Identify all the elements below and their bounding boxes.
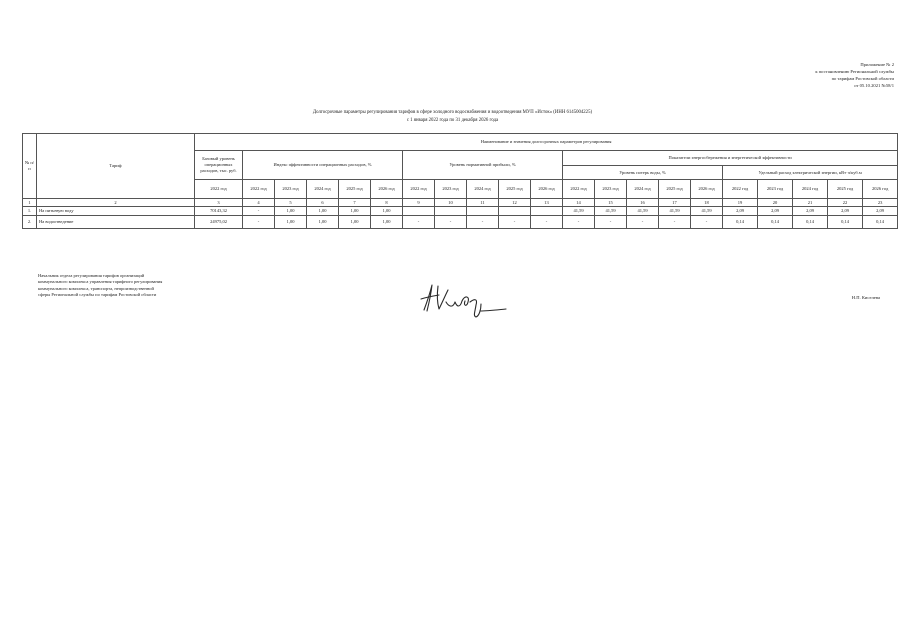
table-cell: - <box>243 207 275 216</box>
year-header: 2022 год <box>403 180 435 199</box>
table-cell: - <box>243 216 275 229</box>
column-number: 15 <box>595 199 627 207</box>
header-group-title: Наименование и значения долгосрочных параметров регулирования <box>195 134 898 151</box>
table-cell <box>403 207 435 216</box>
header-base-level: Базовый уровень операционных расходов, тыс. руб. <box>195 151 243 180</box>
table-row <box>23 207 898 216</box>
table-cell: - <box>659 216 691 229</box>
table-cell: 70143,32 <box>195 207 243 216</box>
signer-line: коммунального комплекса, транспорта, непроизводственной <box>38 285 154 291</box>
year-header: 2022 год <box>195 180 243 199</box>
column-number: 14 <box>563 199 595 207</box>
table-cell: 24975,02 <box>195 216 243 229</box>
header-num: № п/п <box>23 134 37 199</box>
column-number: 21 <box>793 199 828 207</box>
column-number: 11 <box>467 199 499 207</box>
table-cell: 41,59 <box>627 207 659 216</box>
year-header: 2026 год <box>691 180 723 199</box>
table-cell <box>499 207 531 216</box>
column-number: 4 <box>243 199 275 207</box>
year-header: 2023 год <box>275 180 307 199</box>
table-cell: 1,00 <box>339 216 371 229</box>
year-header: 2024 год <box>467 180 499 199</box>
header-profit-level: Уровень нормативной прибыли, % <box>403 151 563 180</box>
header-energy-group: Показатели энергосбережения и энергетической эффективности <box>563 151 898 166</box>
column-number: 16 <box>627 199 659 207</box>
column-number: 7 <box>339 199 371 207</box>
table-cell: - <box>531 216 563 229</box>
column-number: 23 <box>863 199 898 207</box>
year-header: 2023 год <box>595 180 627 199</box>
table-cell: 1,00 <box>371 207 403 216</box>
table-cell: 41,59 <box>659 207 691 216</box>
year-header: 2023 год <box>435 180 467 199</box>
year-header: 2022 год <box>563 180 595 199</box>
table-cell: 41,59 <box>691 207 723 216</box>
row-tariff-name: На питьевую воду <box>37 207 195 216</box>
table-cell: - <box>595 216 627 229</box>
table-cell: - <box>563 216 595 229</box>
column-number: 5 <box>275 199 307 207</box>
table-cell: 1,00 <box>275 207 307 216</box>
column-number: 6 <box>307 199 339 207</box>
table-cell: 0,14 <box>828 216 863 229</box>
column-number: 20 <box>758 199 793 207</box>
table-cell: - <box>691 216 723 229</box>
table-cell: - <box>499 216 531 229</box>
table-cell: - <box>435 216 467 229</box>
year-header: 2022 год <box>243 180 275 199</box>
year-header: 2025 год <box>659 180 691 199</box>
column-number: 9 <box>403 199 435 207</box>
table-cell: 1,00 <box>307 216 339 229</box>
table-cell: 1,00 <box>339 207 371 216</box>
table-cell <box>435 207 467 216</box>
year-header: 2025 год <box>339 180 371 199</box>
table-cell: 1,00 <box>371 216 403 229</box>
parameters-table <box>22 133 898 229</box>
handwritten-signature <box>418 280 513 320</box>
table-cell: 41,59 <box>563 207 595 216</box>
appendix-line: по тарифам Ростовской области <box>831 76 894 81</box>
year-header: 2026 год <box>863 180 898 199</box>
year-header: 2026 год <box>531 180 563 199</box>
year-header: 2026 год <box>371 180 403 199</box>
signer-position <box>38 273 162 299</box>
header-tariff: Тариф <box>37 134 195 199</box>
column-number: 2 <box>37 199 195 207</box>
column-number: 3 <box>195 199 243 207</box>
signer-line: коммунального комплекса управления тарифного регулирования <box>38 279 163 285</box>
header-efficiency: Индекс эффективности операционных расходов, % <box>243 151 403 180</box>
table-cell: 2,09 <box>793 207 828 216</box>
signer-line: Начальник отдела регулирования тарифов организаций <box>38 273 145 278</box>
table-cell: 0,14 <box>863 216 898 229</box>
table-cell: 0,14 <box>723 216 758 229</box>
table-cell: - <box>403 216 435 229</box>
table-cell: - <box>627 216 659 229</box>
signer-name: Н.П. Киселева <box>851 295 880 300</box>
header-water-losses: Уровень потерь воды, % <box>563 166 723 180</box>
year-header: 2025 год <box>828 180 863 199</box>
table-cell <box>531 207 563 216</box>
table-cell <box>467 207 499 216</box>
column-number: 1 <box>23 199 37 207</box>
table-cell: 2,09 <box>758 207 793 216</box>
row-tariff-name: На водоотведение <box>37 216 195 229</box>
table-cell: - <box>467 216 499 229</box>
year-header: 2022 год <box>723 180 758 199</box>
column-number: 8 <box>371 199 403 207</box>
column-number: 12 <box>499 199 531 207</box>
title-line-2: с 1 января 2022 года по 31 декабря 2026 года <box>406 118 499 123</box>
title-line-1: Долгосрочные параметры регулирования тарифов в сфере холодного водоснабжения и водоотведения МУП «Исток» (ИНН 6145004225) <box>312 110 593 115</box>
column-number: 13 <box>531 199 563 207</box>
column-number: 10 <box>435 199 467 207</box>
appendix-line: Приложение № 2 <box>860 62 894 67</box>
table-cell: 1,00 <box>307 207 339 216</box>
signer-line: сферы Региональной службы по тарифам Ростовской области <box>38 292 157 298</box>
column-number: 19 <box>723 199 758 207</box>
table-row <box>23 216 898 229</box>
table-cell: 2,09 <box>723 207 758 216</box>
column-number: 18 <box>691 199 723 207</box>
appendix-note <box>815 61 894 89</box>
column-number: 17 <box>659 199 691 207</box>
appendix-line: к постановлению Региональной службы <box>815 69 894 74</box>
year-header: 2025 год <box>499 180 531 199</box>
year-header: 2023 год <box>758 180 793 199</box>
header-specific-energy: Удельный расход электрической энергии, кВт·ч/куб.м <box>723 166 898 180</box>
table-cell: 41,59 <box>595 207 627 216</box>
table-cell: 0,14 <box>758 216 793 229</box>
year-header: 2024 год <box>793 180 828 199</box>
row-number: 2. <box>23 216 37 229</box>
table-cell: 1,00 <box>275 216 307 229</box>
year-header: 2024 год <box>307 180 339 199</box>
row-number: 1. <box>23 207 37 216</box>
year-header: 2024 год <box>627 180 659 199</box>
appendix-line: от 05.10.2021 №58/1 <box>854 83 894 88</box>
table-cell: 2,09 <box>863 207 898 216</box>
table-cell: 2,09 <box>828 207 863 216</box>
column-number: 22 <box>828 199 863 207</box>
document-title <box>0 109 905 125</box>
table-cell: 0,14 <box>793 216 828 229</box>
